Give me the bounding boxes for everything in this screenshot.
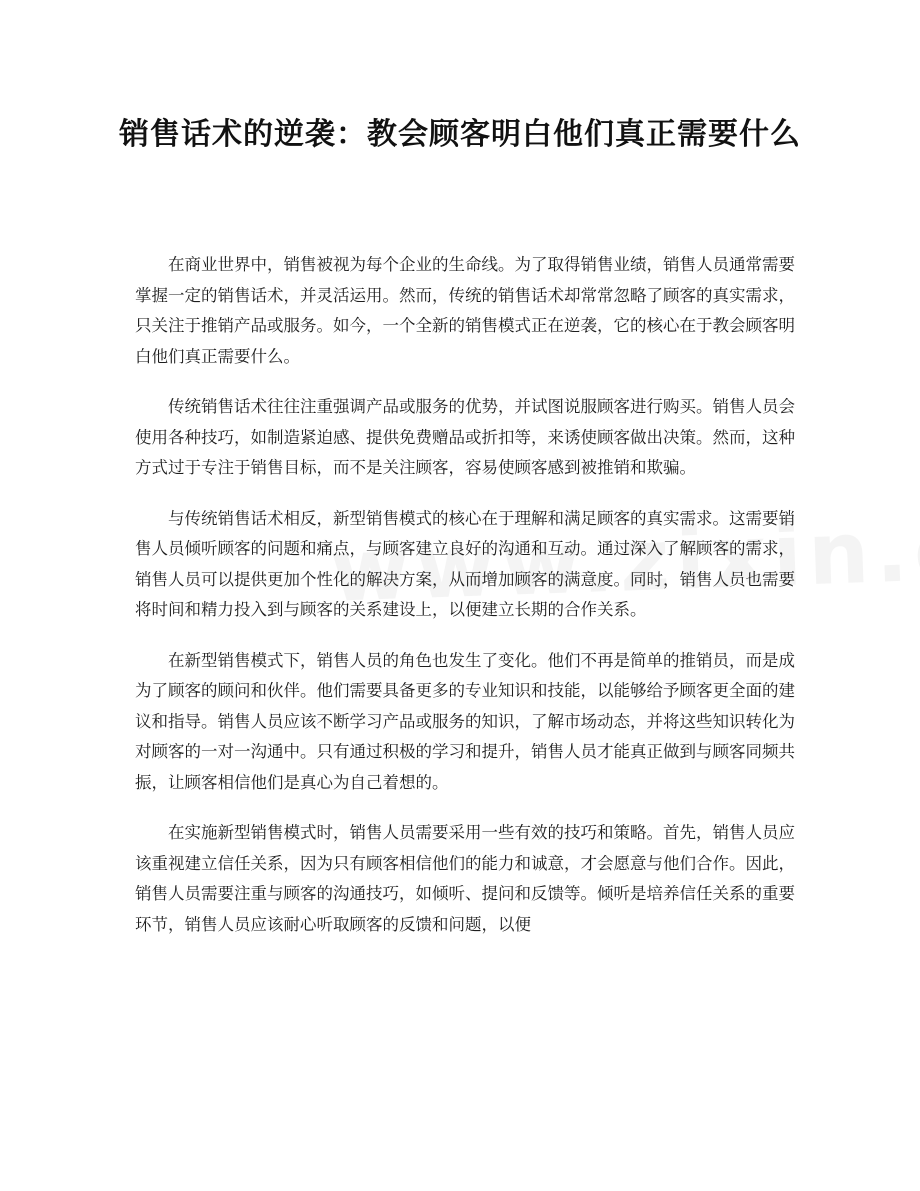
- paragraph-3: 与传统销售话术相反，新型销售模式的核心在于理解和满足顾客的真实需求。这需要销售人员倾听顾客的问题和痛点，与顾客建立良好的沟通和互动。通过深入了解顾客的需求，销售人员可以提供更加个性化的解决方案，从而增加顾客的满意度。同时，销售人员也需要将时间和精力投入到与顾客的关系建设上，以便建立长期的合作关系。: [135, 508, 795, 619]
- paragraph-5: 在实施新型销售模式时，销售人员需要采用一些有效的技巧和策略。首先，销售人员应该重视建立信任关系，因为只有顾客相信他们的能力和诚意，才会愿意与他们合作。因此，销售人员需要注重与顾客的沟通技巧，如倾听、提问和反馈等。倾听是培养信任关系的重要环节，销售人员应该耐心听取顾客的反馈和问题，以便: [135, 823, 795, 934]
- document-title: 销售话术的逆袭：教会顾客明白他们真正需要什么: [119, 117, 801, 152]
- document-body: [135, 250, 795, 960]
- paragraph-1: 在商业世界中，销售被视为每个企业的生命线。为了取得销售业绩，销售人员通常需要掌握一定的销售话术，并灵活运用。然而，传统的销售话术却常常忽略了顾客的真实需求，只关注于推销产品或服务。如今，一个全新的销售模式正在逆袭，它的核心在于教会顾客明白他们真正需要什么。: [135, 255, 795, 366]
- paragraph-2: 传统销售话术往往注重强调产品或服务的优势，并试图说服顾客进行购买。销售人员会使用各种技巧，如制造紧迫感、提供免费赠品或折扣等，来诱使顾客做出决策。然而，这种方式过于专注于销售目标，而不是关注顾客，容易使顾客感到被推销和欺骗。: [135, 397, 795, 477]
- paragraph-4: 在新型销售模式下，销售人员的角色也发生了变化。他们不再是简单的推销员，而是成为了顾客的顾问和伙伴。他们需要具备更多的专业知识和技能，以能够给予顾客更全面的建议和指导。销售人员应该不断学习产品或服务的知识，了解市场动态，并将这些知识转化为对顾客的一对一沟通中。只有通过积极的学习和提升，销售人员才能真正做到与顾客同频共振，让顾客相信他们是真心为自己着想的。: [135, 650, 795, 792]
